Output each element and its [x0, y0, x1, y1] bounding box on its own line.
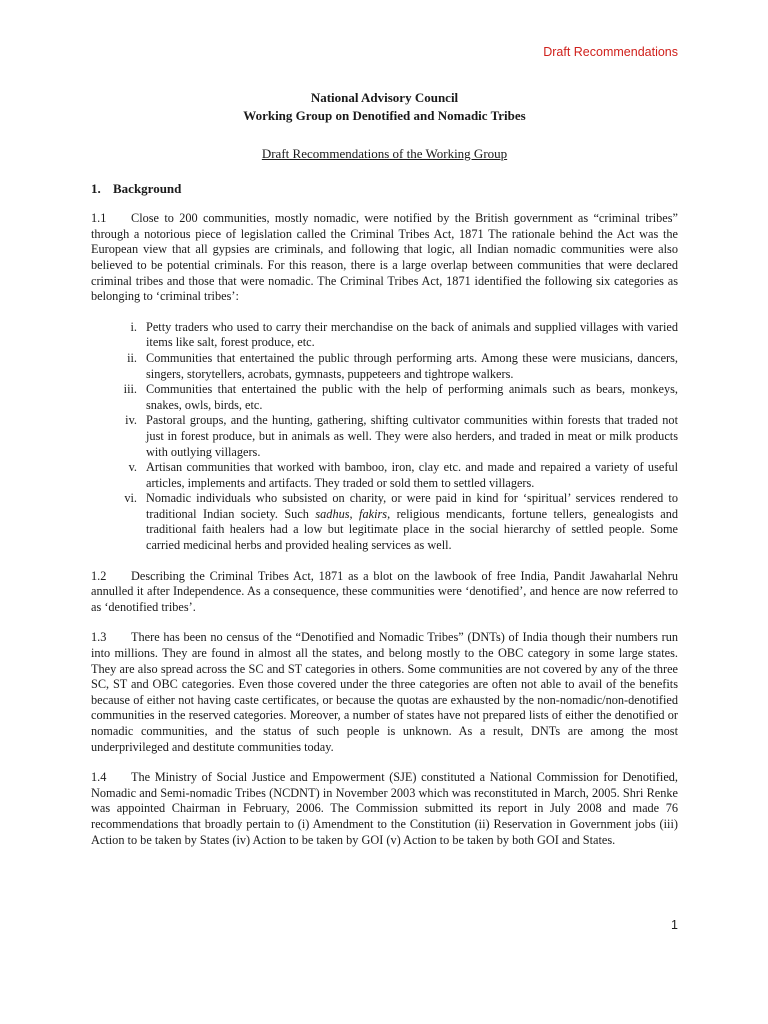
section-number: 1. — [91, 180, 101, 196]
paragraph-number: 1.4 — [91, 770, 107, 785]
paragraph-number: 1.1 — [91, 211, 107, 226]
title-line-working-group: Working Group on Denotified and Nomadic Tribes — [243, 108, 526, 123]
paragraph-text: Describing the Criminal Tribes Act, 1871 as a blot on the lawbook of free India, Pandit Jawaharlal Nehru annulled it after Independence. As a consequence, these communities were ‘denotified’, and hence are now referred to as ‘denotified tribes’. — [91, 568, 678, 614]
title-line-council: National Advisory Council — [310, 90, 459, 105]
paragraph-number: 1.2 — [91, 568, 107, 583]
list-item — [91, 413, 678, 460]
paragraph-text: Close to 200 communities, mostly nomadic, were notified by the British government as “criminal tribes” through a notorious piece of legislation called the Criminal Tribes Act, 1871 The rationale behind the Act was the European view that all gypsies are criminals, and following that logic, all Indian nomadic communities were also believed to be potential criminals. For this reason, there is a large overlap between communities that were declared criminal tribes and those that were nomadic. The Criminal Tribes Act, 1871 identified the following six categories as belonging to ‘criminal tribes’: — [91, 211, 678, 304]
paragraph-text: The Ministry of Social Justice and Empowerment (SJE) constituted a National Commission for Denotified, Nomadic and Semi-nomadic Tribes (NCDNT) in November 2003 which was reconstituted in March, 2005. Shri Renke was appointed Chairman in February, 2006. The Commission submitted its report in July 2008 and made 76 recommendations that broadly pertain to (i) Amendment to the Constitution (ii) Reservation in Government jobs (iii) Action to be taken by States (iv) Action to be taken by GOI (v) Action to be taken by both GOI and States. — [91, 770, 678, 847]
page-number: 1 — [671, 918, 678, 932]
list-item — [91, 460, 678, 491]
list-item-text: Petty traders who used to carry their merchandise on the back of animals and supplied villages with varied items like salt, forest produce, etc. — [146, 319, 678, 350]
list-item — [91, 491, 678, 553]
document-title — [91, 89, 678, 125]
list-item — [91, 382, 678, 413]
list-item-text: Artisan communities that worked with bamboo, iron, clay etc. and made and repaired a variety of useful articles, implements and artifacts. They traded or sold them to settled villagers. — [146, 460, 678, 490]
list-item — [91, 351, 678, 382]
section-title: Background — [113, 180, 182, 196]
paragraph-number: 1.3 — [91, 630, 107, 645]
italic-sadhus-fakirs: sadhus, fakirs — [315, 506, 388, 521]
list-item-text: Pastoral groups, and the hunting, gathering, shifting cultivator communities within forests that traded not just in forest produce, but in animals as well. They were also herders, and traded in meat or milk products with outlying villagers. — [146, 413, 678, 459]
list-item-number: vi. — [124, 491, 137, 506]
list-item — [91, 320, 678, 351]
list-item-number: v. — [128, 460, 137, 475]
document-body — [91, 89, 678, 848]
criminal-tribe-categories-list — [91, 320, 678, 554]
paragraph-1-1 — [91, 211, 678, 305]
paragraph-1-3 — [91, 630, 678, 755]
paragraph-1-4 — [91, 770, 678, 848]
paragraph-1-2 — [91, 569, 678, 616]
list-item-text: Nomadic individuals who subsisted on charity, or were paid in kind for ‘spiritual’ services rendered to traditional Indian society. Such sadhus, fakirs, religious mendicants, fortune tellers, genealogists and traditional faith healers had a low but legitimate place in the social hierarchy of settled people. Some carried medicinal herbs and provided healing services as well. — [146, 491, 678, 553]
list-item-number: i. — [130, 319, 137, 334]
list-item-number: iii. — [123, 382, 137, 397]
list-item-number: ii. — [127, 350, 137, 365]
paragraph-text: There has been no census of the “Denotified and Nomadic Tribes” (DNTs) of India though their numbers run into millions. They are found in almost all the states, and belong mostly to the OBC category in some large states. They are also spread across the SC and ST categories in others. Some communities are not covered by any of the three SC, ST and OBC categories. Even those covered under the three categories are often not able to avail of the benefits because of either not having caste certificates, or because the quotas are exhausted by the non-nomadic/non-denotified communities in the reserved categories. Moreover, a number of states have not prepared lists of either the denotified or nomadic communities, and the status of such people is unknown. As a result, DNTs are among the most underprivileged and destitute communities today. — [91, 630, 678, 754]
document-subtitle: Draft Recommendations of the Working Group — [261, 146, 508, 161]
list-item-number: iv. — [125, 413, 137, 428]
draft-recommendations-tag: Draft Recommendations — [543, 45, 678, 59]
list-item-text: Communities that entertained the public through performing arts. Among these were musicians, dancers, singers, storytellers, acrobats, gymnasts, puppeteers and tightrope walkers. — [146, 350, 678, 381]
section-heading-background — [91, 181, 678, 197]
list-item-text: Communities that entertained the public with the help of performing animals such as bears, monkeys, snakes, owls, birds, etc. — [146, 382, 678, 412]
